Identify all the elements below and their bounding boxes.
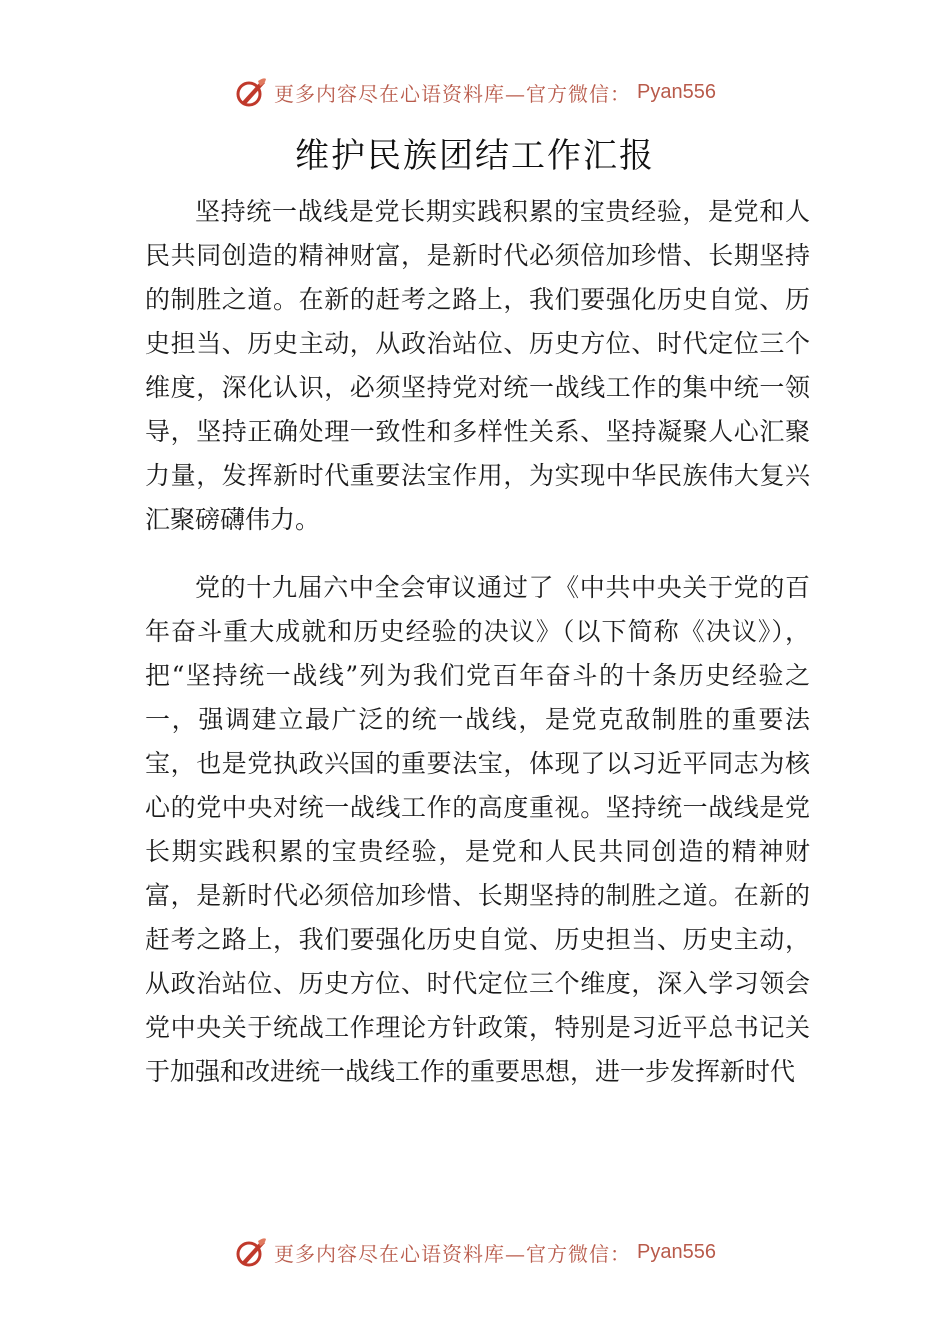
paragraph-1: 坚持统一战线是党长期实践积累的宝贵经验，是党和人民共同创造的精神财富，是新时代必须倍加珍惜、长期坚持的制胜之道。在新的赶考之路上，我们要强化历史自觉、历史担当、历史主动，从政治站位、历史方位、时代定位三个维度，深化认识，必须坚持党对统一战线工作的集中统一领导，坚持正确处理一致性和多样性关系、坚持凝聚人心汇聚力量，发挥新时代重要法宝作用，为实现中华民族伟大复兴汇聚磅礴伟力。: [145, 197, 810, 534]
header-banner-id: Pyan556: [637, 80, 716, 103]
footer-banner: [0, 1232, 950, 1272]
document-title: 维护民族团结工作汇报: [295, 136, 655, 176]
footer-banner-id: Pyan556: [637, 1240, 716, 1263]
header-banner-text: 更多内容尽在心语资料库—官方微信：: [274, 81, 632, 106]
quill-logo-icon: [234, 75, 268, 109]
footer-banner-text: 更多内容尽在心语资料库—官方微信：: [274, 1241, 632, 1266]
paragraph-2: 党的十九届六中全会审议通过了《中共中央关于党的百年奋斗重大成就和历史经验的决议》（以下简称《决议》），把“坚持统一战线”列为我们党百年奋斗的十条历史经验之一，强调建立最广泛的统一战线，是党克敌制胜的重要法宝，也是党执政兴国的重要法宝，体现了以习近平同志为核心的党中央对统一战线工作的高度重视。坚持统一战线是党长期实践积累的宝贵经验，是党和人民共同创造的精神财富，是新时代必须倍加珍惜、长期坚持的制胜之道。在新的赶考之路上，我们要强化历史自觉、历史担当、历史主动，从政治站位、历史方位、时代定位三个维度，深入学习领会党中央关于统战工作理论方针政策，特别是习近平总书记关于加强和改进统一战线工作的重要思想，进一步发挥新时代: [145, 573, 810, 1086]
quill-logo-icon: [234, 1235, 268, 1269]
header-banner: [0, 72, 950, 112]
